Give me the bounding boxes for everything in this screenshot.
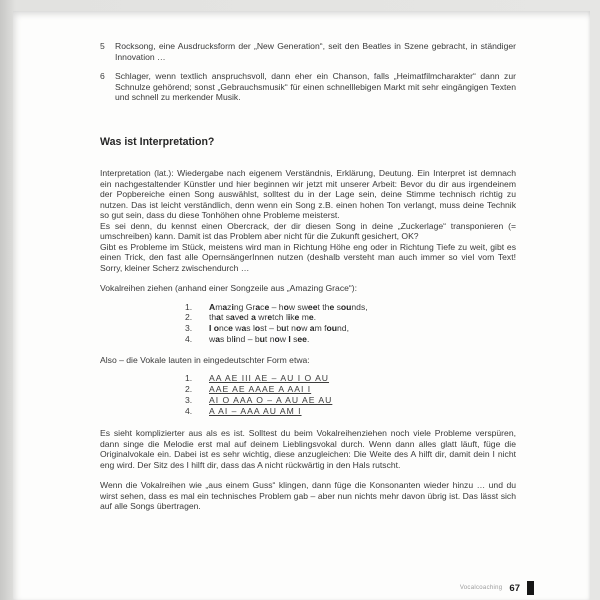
lyric-row <box>185 302 516 313</box>
paragraph: Es sei denn, du kennst einen Obercrack, der dir diesen Song in deine „Zuckerlage“ transponieren (= umschreiben) kann. Damit ist das Problem aber nicht für die Zukunft gesichert, OK? <box>100 220 516 241</box>
book-page <box>13 11 590 600</box>
page-content <box>100 39 516 512</box>
lyric-number: 3. <box>185 323 193 334</box>
list-item-number: 6 <box>100 71 105 81</box>
running-footer-label: Vocalcoaching <box>459 585 503 591</box>
paragraph: Es sieht komplizierter aus als es ist. Solltest du beim Vokalreihenziehen noch viele Probleme verspüren, dann singe die Melodie erst mal auf deinem Lieblingsvokal durch. Wenn dann alles glatt läuft, füge die Originalvokale ein. Dabei ist es sehr wichtig, diese anzugleichen: Die Weite des A hilft dir, damit dein I nicht eng wird. Der Sitz des I hilft dir, dass das A nicht rückwärtig in den Hals rutscht. <box>100 428 516 470</box>
lyric-text: I once was lost – but now am found, <box>209 323 349 334</box>
vowel-row <box>185 373 516 384</box>
page-footer <box>460 581 534 595</box>
vowel-row-text: AAE AE AAAE A AAI I <box>209 383 312 394</box>
lyric-text: was blind – but now I see. <box>209 333 310 344</box>
lyrics-intro: Vokalreihen ziehen (anhand einer Songzeile aus „Amazing Grace“): <box>100 283 358 293</box>
vowel-row-number: 3. <box>185 394 193 405</box>
lyric-row <box>185 334 516 345</box>
lyric-number: 4. <box>185 333 193 344</box>
section-heading: Was ist Interpretation? <box>100 135 215 148</box>
lyric-number: 2. <box>185 312 193 323</box>
paragraph: Gibt es Probleme im Stück, meistens wird man in Richtung Höhe eng oder in Richtung Tiefe zu weit, gibt es einen Trick, den fast alle OpernsängerInnen nutzen (deshalb versteht man auch immer so viel vom Text! Sorry, kleiner Scherz zwischendurch … <box>100 241 516 273</box>
vowel-row-number: 1. <box>185 373 193 384</box>
vowel-row <box>185 395 516 406</box>
top-numbered-list <box>100 41 516 103</box>
body-text-block <box>100 168 516 273</box>
paragraph: Wenn die Vokalreihen wie „aus einem Guss“ klingen, dann füge die Konsonanten wieder hinzu … und du wirst sehen, dass es mal ein technisches Problem gab – aber nun nichts mehr davon übrig ist. Das lässt sich auf alle Songs übertragen. <box>100 480 516 512</box>
lyric-text: Amazing Grace – how sweet the sounds, <box>209 301 368 312</box>
list-item <box>100 41 516 62</box>
vowel-rows-list <box>185 373 516 416</box>
lyrics-list <box>185 302 516 345</box>
vowels-intro: Also – die Vokale lauten in eingedeutschter Form etwa: <box>100 354 310 365</box>
list-item-text: Schlager, wenn textlich anspruchsvoll, dann eher ein Chanson, falls „Heimatfilmcharakter“ dann zur Schnulze gehörend; sonst „Gebrauchsmusik“ für einen schnelllebigen Markt mit sehr eingängigen Texten und schnell zu merkender Musik. <box>115 71 516 102</box>
vowel-row-number: 2. <box>185 383 193 394</box>
list-item-number: 5 <box>100 41 105 51</box>
list-item <box>100 71 516 103</box>
list-item-text: Rocksong, eine Ausdrucksform der „New Generation“, seit den Beatles in Szene gebracht, in ständiger Innovation … <box>115 41 516 62</box>
vowel-row-text: AA AE III AE – AU I O AU <box>209 373 330 384</box>
lyric-row <box>185 323 516 334</box>
vowel-row-text: A AI – AAA AU AM I <box>209 405 302 416</box>
vowel-row-text: AI O AAA O – A AU AE AU <box>209 394 333 405</box>
vowel-row <box>185 384 516 395</box>
page-number: 67 <box>509 582 520 594</box>
chapter-tab-marker <box>527 581 534 595</box>
vowel-row-number: 4. <box>185 405 193 416</box>
lyric-number: 1. <box>185 301 193 312</box>
vowel-row <box>185 406 516 417</box>
lyric-text: that saved a wretch like me. <box>209 312 317 323</box>
lyric-row <box>185 312 516 323</box>
paragraph: Interpretation (lat.): Wiedergabe nach eigenem Verständnis, Erklärung, Deutung. Ein Interpret ist demnach ein nachgestaltender Künstler und hier beginnen wir jetzt mit unserer Arbeit: Bevor du dir aus irgendeinem der Popbereiche einen Song auswählst, solltest du in der Lage sein, deine Stimme technisch richtig zu nutzen. Das ist leicht verständlich, denn wenn ein Song z.B. einen hohen Ton verlangt, muss deine Technik so gut sein, dass du diese Tonhöhen ohne Probleme meisterst. <box>100 168 516 220</box>
